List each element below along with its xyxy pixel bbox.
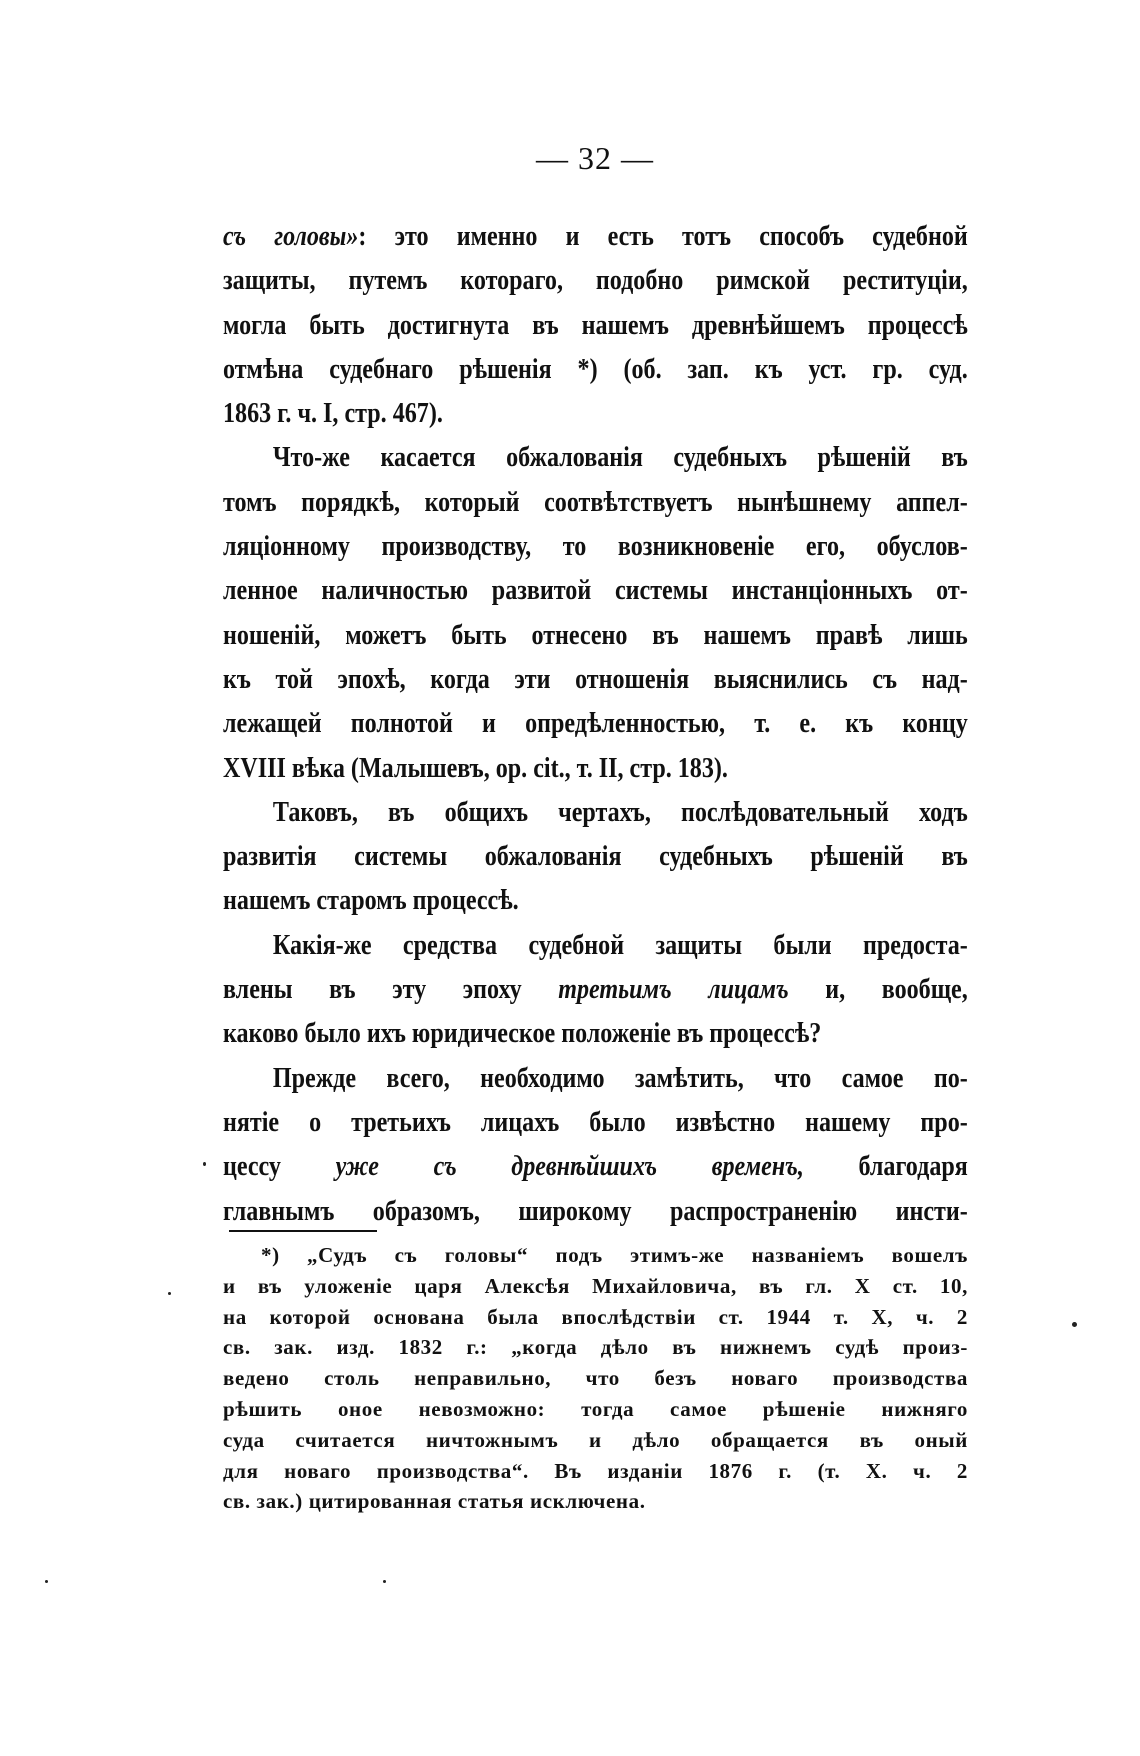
footnote-line: для новаго производства“. Въ изданіи 1876 г. (т. X. ч. 2 <box>223 1458 968 1483</box>
text-line: съ головы»: это именно и есть тотъ способъ судебной <box>223 221 968 252</box>
footnote <box>223 1240 968 1517</box>
text-line: развитія системы обжалованія судебныхъ рѣшеній въ <box>223 841 968 873</box>
scan-speck <box>383 1580 386 1583</box>
paragraph-start: Что-же касается обжалованія судебныхъ рѣшеній въ <box>272 442 968 474</box>
text-line: ношеній, можетъ быть отнесено въ нашемъ правѣ лишь <box>223 619 968 651</box>
scan-speck <box>203 1162 206 1166</box>
text-line: лежащей полнотой и опредѣленностью, т. е. къ концу <box>223 708 968 740</box>
footnote-line: рѣшить оное невозможно: тогда самое рѣшеніе нижняго <box>223 1396 968 1421</box>
scan-speck <box>45 1580 48 1583</box>
footnote-line: *) „Судъ съ головы“ подъ этимъ-же названіемъ вошелъ <box>261 1243 968 1267</box>
footnote-line: св. зак.) цитированная статья исключена. <box>223 1489 646 1514</box>
italic-phrase: съ головы» <box>223 221 359 252</box>
scan-speck <box>1072 1322 1077 1327</box>
text-line: цессу уже съ древнѣйшихъ временъ, благодаря <box>223 1151 968 1183</box>
main-text <box>223 215 968 1234</box>
text-line: нашемъ старомъ процессѣ. <box>223 885 519 917</box>
text-line: ленное наличностью развитой системы инстанціонныхъ от- <box>223 575 968 607</box>
paragraph-start: Прежде всего, необходимо замѣтить, что самое по- <box>272 1062 968 1094</box>
text-line: могла быть достигнута въ нашемъ древнѣйшемъ процессѣ <box>223 309 968 341</box>
text-line: ляціонному производству, то возникновеніе его, обуслов- <box>223 531 968 563</box>
footnote-line: ведено столь неправильно, что безъ новаго производства <box>223 1366 968 1391</box>
text-line: 1863 г. ч. I, стр. 467). <box>223 398 443 430</box>
footnote-line: на которой основана была впослѣдствіи ст. 1944 т. X, ч. 2 <box>223 1304 968 1329</box>
footnote-line: суда считается ничтожнымъ и дѣло обращается въ оный <box>223 1427 968 1452</box>
text-line: нятіе о третьихъ лицахъ было извѣстно нашему про- <box>223 1106 968 1138</box>
text-line: главнымъ образомъ, широкому распространенію инсти- <box>223 1195 968 1227</box>
footnote-line: св. зак. изд. 1832 г.: „когда дѣло въ нижнемъ судѣ произ- <box>223 1335 968 1360</box>
page-number: — 32 — <box>536 140 654 176</box>
text-line: отмѣна судебнаго рѣшенія *) (об. зап. къ уст. гр. суд. <box>223 353 968 385</box>
italic-phrase: третьимъ лицамъ <box>558 974 789 1006</box>
paragraph-start: Какія-же средства судебной защиты были предоста- <box>272 929 968 961</box>
text-line: къ той эпохѣ, когда эти отношенія выяснились съ над- <box>223 663 968 695</box>
paragraph-start: Таковъ, въ общихъ чертахъ, послѣдовательный ходъ <box>272 796 968 828</box>
scan-speck <box>168 1292 171 1295</box>
text-line: каково было ихъ юридическое положеніе въ процессѣ? <box>223 1018 822 1050</box>
footnote-divider <box>229 1230 377 1232</box>
text-line: защиты, путемъ котораго, подобно римской реституціи, <box>223 265 968 297</box>
text-line: влены въ эту эпоху третьимъ лицамъ и, вообще, <box>223 974 968 1006</box>
italic-phrase: уже съ древнѣйшихъ временъ, <box>335 1151 804 1183</box>
text-line: томъ порядкѣ, который соотвѣтствуетъ нынѣшнему аппел- <box>223 486 968 518</box>
footnote-line: и въ уложеніе царя Алексѣя Михайловича, въ гл. X ст. 10, <box>223 1273 968 1298</box>
text-line: XVIII вѣка (Малышевъ, op. cit., т. II, стр. 183). <box>223 752 728 784</box>
